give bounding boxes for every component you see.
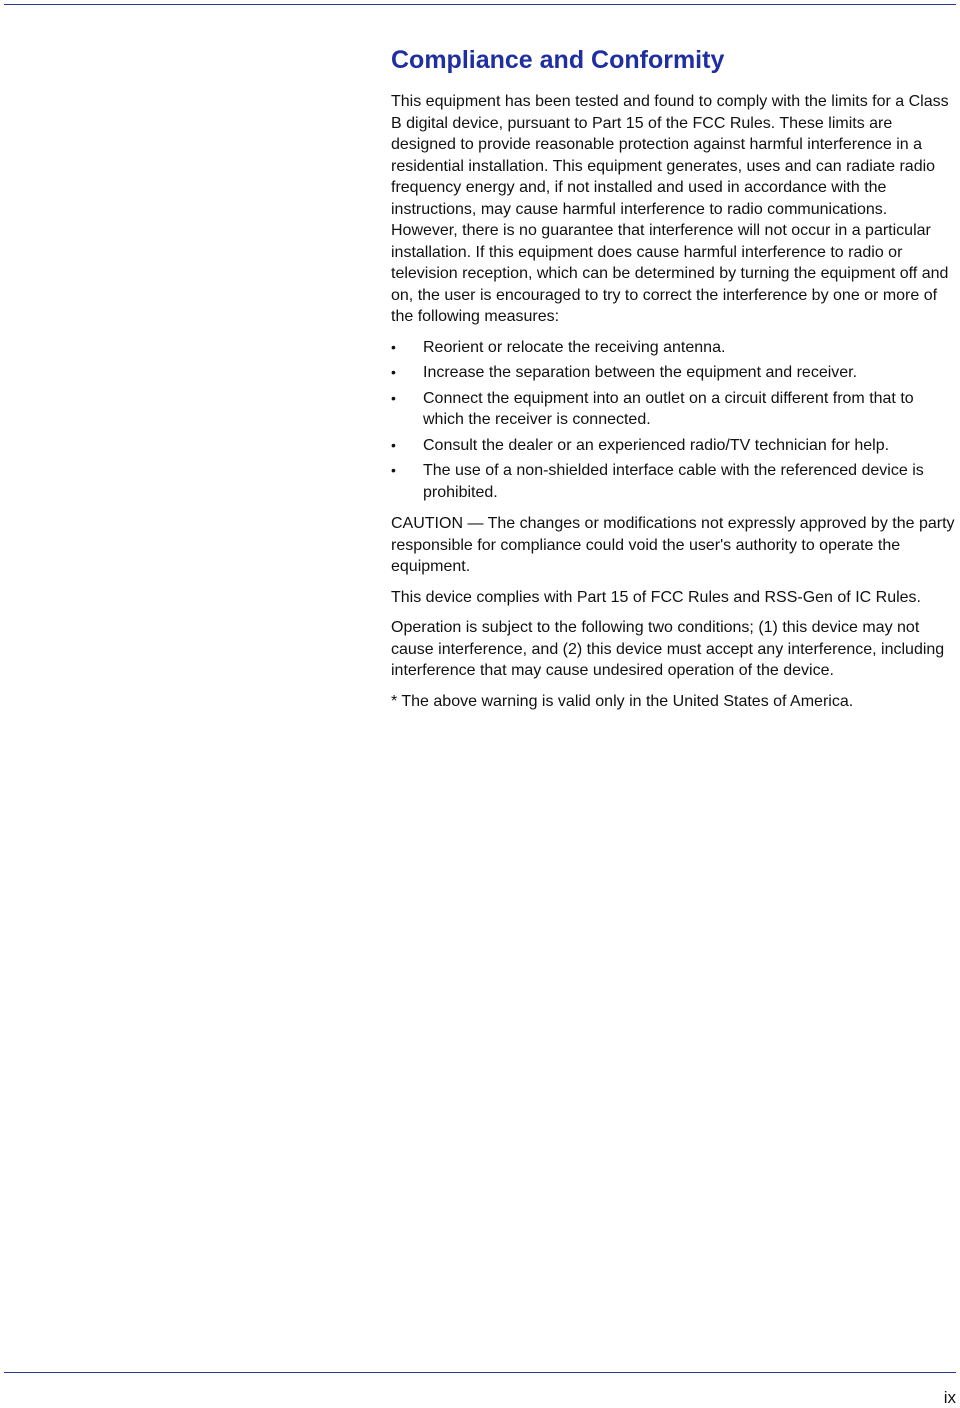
measures-list <box>391 337 957 504</box>
bullet-icon: • <box>391 338 396 355</box>
bottom-rule <box>4 1372 956 1373</box>
page-title: Compliance and Conformity <box>391 46 725 74</box>
list-item-text: Connect the equipment into an outlet on a circuit different from that to which the receiver is connected. <box>423 389 914 428</box>
bullet-icon: • <box>391 462 396 478</box>
list-item-text: The use of a non-shielded interface cable with the referenced device is prohibited. <box>423 462 924 501</box>
list-item-text: Increase the separation between the equipment and receiver. <box>423 364 858 381</box>
operation-conditions-paragraph: Operation is subject to the following two conditions; (1) this device may not cause interference, and (2) this device must accept any interference, including interference that may cause undesired operation of the device. <box>391 619 945 679</box>
main-content <box>391 44 957 721</box>
list-item-text: Consult the dealer or an experienced radio/TV technician for help. <box>423 436 890 454</box>
list-item <box>391 362 957 384</box>
caution-paragraph: CAUTION — The changes or modifications not expressly approved by the party responsible for compliance could void the user's authority to operate the equipment. <box>391 515 955 575</box>
page-number: ix <box>943 1388 956 1407</box>
top-rule <box>4 4 956 5</box>
list-item <box>391 337 957 359</box>
bullet-icon: • <box>391 389 396 406</box>
list-item <box>391 388 957 431</box>
bullet-icon: • <box>391 436 396 453</box>
list-item-text: Reorient or relocate the receiving antenna. <box>423 338 726 356</box>
fcc-intro-paragraph: This equipment has been tested and found to comply with the limits for a Class B digital device, pursuant to Part 15 of the FCC Rules. These limits are designed to provide reasonable protection against harmful interference in a residential installation. This equipment generates, uses and can radiate radio frequency energy and, if not installed and used in accordance with the instructions, may cause harmful interference to radio communications. However, there is no guarantee that interference will not occur in a particular installation. If this equipment does cause harmful interference to radio or television reception, which can be determined by turning the equipment off and on, the user is encouraged to try to correct the interference by one or more of the following measures: <box>391 93 949 325</box>
list-item <box>391 460 957 503</box>
list-item <box>391 435 957 457</box>
bullet-icon: • <box>391 364 396 380</box>
validity-note: * The above warning is valid only in the United States of America. <box>391 692 854 710</box>
rss-compliance-paragraph: This device complies with Part 15 of FCC Rules and RSS-Gen of IC Rules. <box>391 588 921 606</box>
